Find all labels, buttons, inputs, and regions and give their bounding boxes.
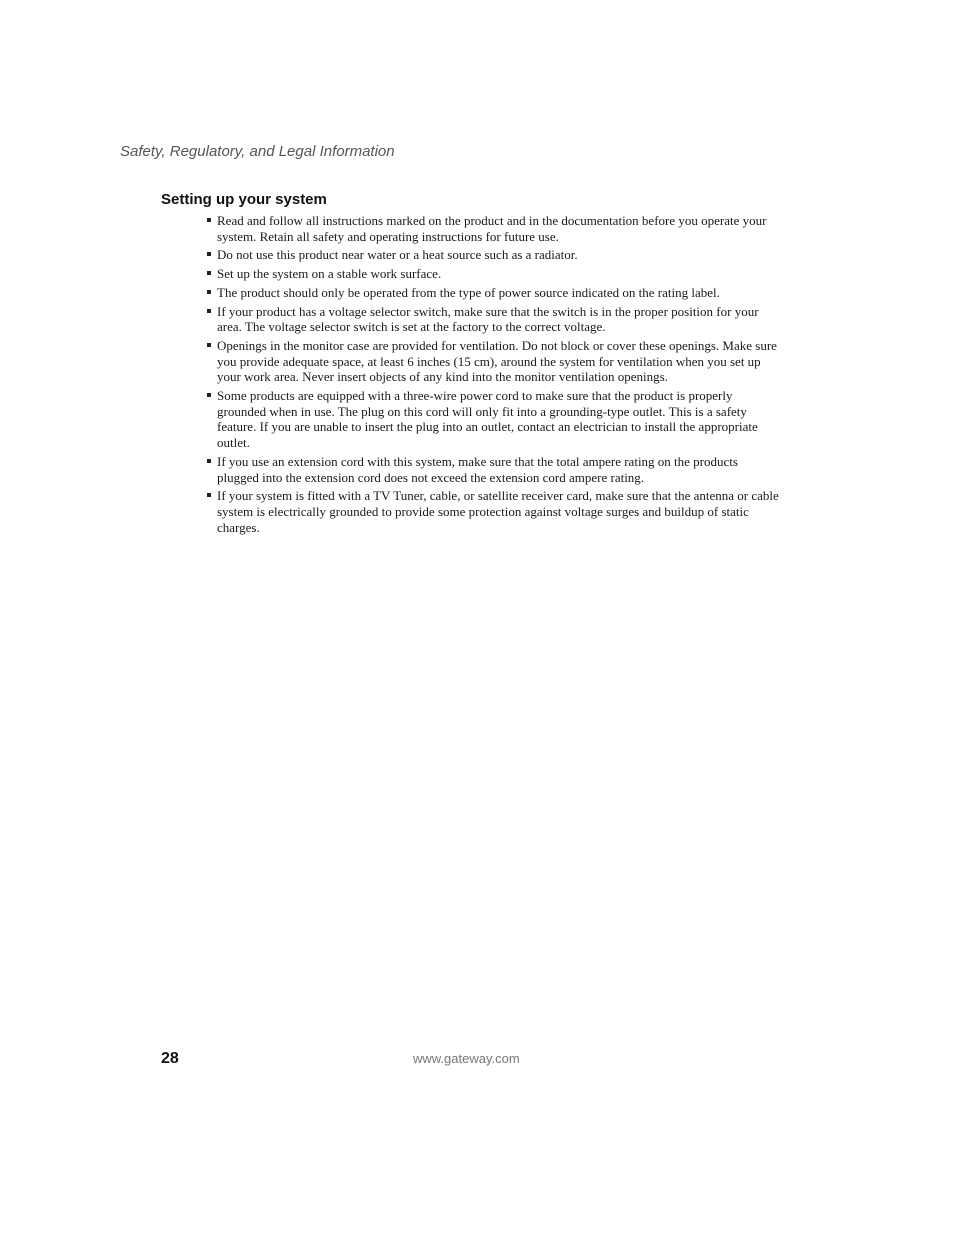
square-bullet-icon xyxy=(207,271,211,275)
square-bullet-icon xyxy=(207,252,211,256)
square-bullet-icon xyxy=(207,493,211,497)
square-bullet-icon xyxy=(207,459,211,463)
list-item xyxy=(204,454,779,485)
square-bullet-icon xyxy=(207,309,211,313)
list-item xyxy=(204,247,779,263)
square-bullet-icon xyxy=(207,393,211,397)
list-item xyxy=(204,488,779,535)
list-item xyxy=(204,213,779,244)
list-item-text: If your product has a voltage selector switch, make sure that the switch is in the proper position for your area. The voltage selector switch is set at the factory to the correct voltage. xyxy=(217,303,759,335)
list-item-text: Read and follow all instructions marked on the product and in the documentation before you operate your system. Retain all safety and operating instructions for future use. xyxy=(217,213,767,244)
square-bullet-icon xyxy=(207,290,211,294)
list-item xyxy=(204,388,779,451)
list-item xyxy=(204,338,779,385)
running-header: Safety, Regulatory, and Legal Information xyxy=(120,143,395,160)
page-number: 28 xyxy=(161,1050,179,1067)
list-item-text: Set up the system on a stable work surface. xyxy=(217,266,442,282)
list-item-text: The product should only be operated from the type of power source indicated on the rating label. xyxy=(217,284,720,300)
footer-url: www.gateway.com xyxy=(413,1051,520,1066)
square-bullet-icon xyxy=(207,218,211,222)
square-bullet-icon xyxy=(207,343,211,347)
list-item-text: Do not use this product near water or a heat source such as a radiator. xyxy=(217,247,578,263)
list-item xyxy=(204,266,779,282)
list-item-text: Openings in the monitor case are provided for ventilation. Do not block or cover these openings. Make sure you provide adequate space, at least 6 inches (15 cm), around the system for ventilation when you set up your work area. Never insert objects of any kind into the monitor ventilation openings. xyxy=(217,337,777,385)
list-item-text: If you use an extension cord with this system, make sure that the total ampere rating on the products plugged into the extension cord does not exceed the extension cord ampere rating. xyxy=(217,453,738,485)
section-heading: Setting up your system xyxy=(161,191,327,208)
list-item xyxy=(204,285,779,301)
list-item xyxy=(204,304,779,335)
list-item-text: Some products are equipped with a three-wire power cord to make sure that the product is properly grounded when in use. The plug on this cord will only fit into a grounding-type outlet. This is a safety feature. If you are unable to insert the plug into an outlet, contact an electrician to install the appropriate outlet. xyxy=(217,388,758,451)
list-item-text: If your system is fitted with a TV Tuner, cable, or satellite receiver card, make sure that the antenna or cable system is electrically grounded to provide some protection against voltage surges and buildup of static charges. xyxy=(217,488,779,535)
bullet-list xyxy=(204,213,779,538)
